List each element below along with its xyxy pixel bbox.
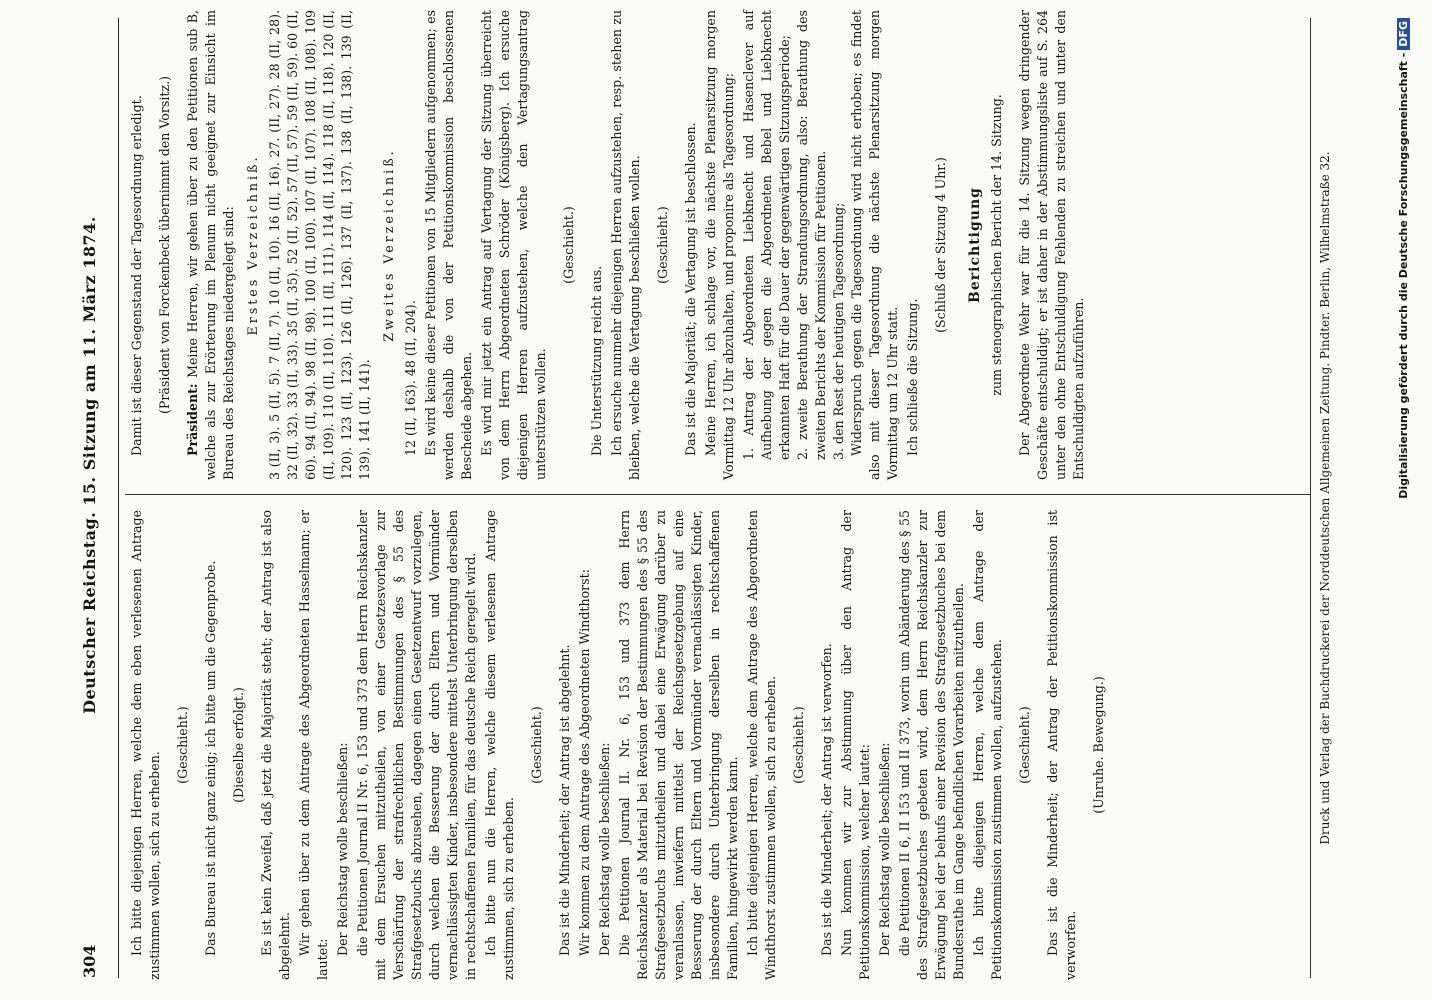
correction-text: Der Abgeordnete Wehr war für die 14. Sitzung wegen dringender Geschäfte entschuldigt; er ist daher in der Abstimmungsliste auf S. 264 unter den ohne Entschuldigung Fehlenden zu streichen und unter den Entschuldigten aufzuführen. (1017, 10, 1086, 480)
paragraph: Die Unterstützung reicht aus. (589, 265, 604, 456)
stage-direction: (Schluß der Sitzung 4 Uhr.) (933, 157, 948, 333)
stage-direction: (Dieselbe erfolgt.) (231, 687, 246, 803)
petition-list: 12 (II, 163). 48 (II, 204). (403, 300, 418, 456)
speech-paragraph (184, 10, 238, 480)
agenda-item: 2. zweite Berathung der Strandungsordnung, also: Berathung des zweiten Berichts der Kommission für Petitionen. (795, 10, 828, 460)
paragraph: Meine Herren, ich schlage vor, die nächste Plenarsitzung morgen Vormittag 12 Uhr abzuhalten, und proponire als Tagesordnung: (703, 10, 736, 480)
speaker-label: Präsident: (185, 383, 200, 456)
paragraph: Das ist die Minderheit; der Antrag ist verworfen. (819, 643, 834, 956)
paragraph: Wir gehen über zu dem Antrage des Abgeordneten Hasselmann; er lautet: (297, 510, 330, 980)
running-header (68, 18, 118, 978)
list-heading: Zweites Verzeichniß. (381, 148, 396, 342)
stage-direction: (Präsident von Forckenbeck übernimmt den Vorsitz.) (157, 76, 172, 415)
agenda-item: 3. den Rest der heutigen Tagesordnung; (831, 202, 846, 460)
stage-direction: (Geschieht.) (1017, 706, 1032, 784)
paragraph: Widerspruch gegen die Tagesordnung wird nicht erhoben; es findet also mit dieser Tagesordnung die nächste Plenarsitzung morgen Vormittag um 12 Uhr statt. (849, 10, 900, 480)
digitization-note (1397, 18, 1410, 978)
correction-title: Berichtigung (967, 187, 983, 303)
footer-rule (1310, 18, 1311, 978)
header-rule (118, 18, 119, 978)
column-divider (125, 494, 1310, 495)
paragraph: Nun kommen wir zur Abstimmung über den Antrag der Petitionskommission, welcher lautet: (839, 510, 872, 980)
list-heading: Erstes Verzeichniß. (245, 154, 260, 336)
stage-direction: (Geschieht.) (655, 206, 670, 284)
paragraph: Ich bitte diejenigen Herren, welche dem Antrage der Petitionskommission zustimmen wollen, aufzustehen. (971, 510, 1004, 980)
paragraph: Wir kommen zu dem Antrage des Abgeordneten Windthorst: (577, 569, 592, 956)
motion-intro: Der Reichstag wolle beschließen: (335, 742, 350, 956)
paragraph: Damit ist dieser Gegenstand der Tagesordnung erledigt. (129, 95, 144, 456)
motion-text: die Petitionen II 6, II 153 und II 373, worin um Abänderung des § 55 des Strafgesetzbuches gebeten wird, dem Herrn Reichskanzler zur Erwägung bei der behufs einer Revision des Strafgesetzbuches bei dem Bundesrathe im Gange befindlichen Vorarbeiten mitzutheilen. (897, 510, 966, 980)
stage-direction: (Geschieht.) (791, 706, 806, 784)
paragraph: Das ist die Minderheit; der Antrag ist abgelehnt. (557, 644, 572, 956)
speech-text: Meine Herren, wir gehen über zu den Petitionen sub B, welche als zur Erörterung im Plenum nicht geeignet zur Einsicht im Bureau des Reichstages niedergelegt sind: (185, 10, 236, 480)
petition-list: 3 (II, 3). 5 (II, 5). 7 (II, 7). 10 (II, 10). 16 (II, 16). 27. (II, 27). 28 (II, 28). 32 (II, 32). 33 (II, 33). 35 (II, 35). 52 (II, 52). 57 (II, 57). 59 (II, 59). 60 (II, 60). 94 (II, 94). 98 (II, 98). 100 (II, 100). 107 (II, 107). 108 (II, 108). 109 (II, 109). 110 (II, 110). 111 (II, 111). 114 (II, 114). 118 (II, 118). 120 (II, 120). 123 (II, 123). 126 (II, 126). 137 (II, 137). 138 (II, 138). 139 (II, 139). 141 (II, 141). (267, 10, 372, 480)
page-number: 304 (80, 944, 99, 978)
paragraph: Das ist die Majorität; die Vertagung ist beschlossen. (683, 122, 698, 456)
stage-direction: (Geschieht.) (561, 206, 576, 284)
stage-direction: (Geschieht.) (175, 706, 190, 784)
paragraph: Ich bitte diejenigen Herren, welche dem eben verlesenen Antrage zustimmen wollen, sich zu erheben. (129, 510, 162, 980)
agenda-item: 1. Antrag der Abgeordneten Liebknecht und Hasenclever auf Aufhebung der gegen die Abgeordneten Bebel und Liebknecht erkannten Haft für die Dauer der gegenwärtigen Sitzungsperiode; (741, 10, 792, 460)
correction-subtitle: zum stenographischen Bericht der 14. Sitzung. (989, 94, 1004, 396)
left-column (128, 510, 1118, 980)
motion-intro: Der Reichstag wolle beschließen: (877, 742, 892, 956)
right-column (128, 10, 1090, 480)
paragraph: Das ist die Minderheit; der Antrag der Petitionskommission ist verworfen. (1045, 510, 1078, 980)
digitization-text: Digitalisierung gefördert durch die Deutsche Forschungsgemeinschaft - (1397, 52, 1410, 499)
paragraph: Das Bureau ist nicht ganz einig; ich bitte um die Gegenprobe. (203, 560, 218, 956)
page-title: Deutscher Reichstag. 15. Sitzung am 11. März 1874. (80, 216, 99, 714)
paragraph: Ich bitte nun die Herren, welche diesem verlesenen Antrage zustimmen, sich zu erheben. (483, 510, 516, 980)
paragraph: Es wird mir jetzt ein Antrag auf Vertagung der Sitzung überreicht von dem Herrn Abgeordneten Schröder (Königsberg). Ich ersuche diejenigen Herren aufzustehen, welche den Vertagungsantrag unterstützen wollen. (479, 10, 548, 480)
imprint: Druck und Verlag der Buchdruckerei der Norddeutschen Allgemeinen Zeitung. Pindter. Berlin, Wilhelmstraße 32. (1318, 151, 1332, 845)
paragraph: Ich ersuche nunmehr diejenigen Herren aufzustehen, resp. stehen zu bleiben, welche die Vertagung beschließen wollen. (609, 10, 642, 480)
motion-text: Die Petitionen Journal II. Nr. 6, 153 und 373 dem Herrn Reichskanzler als Material bei Revision der Bestimmungen des § 55 des Strafgesetzbuchs mitzutheilen und dabei eine Erwägung darüber zu veranlassen, inwiefern mittelst der Reichsgesetzgebung auf eine Besserung der durch Eltern und Vormünder vernachlässigten Kinder, insbesondere durch Unterbringung derselben in rechtschaffenen Familien, hingewirkt werden kann. (617, 510, 740, 980)
paragraph: Ich schließe die Sitzung. (905, 298, 920, 456)
paragraph: Es wird keine dieser Petitionen von 15 Mitgliedern aufgenommen; es werden deshalb die von der Petitionskommission beschlossenen Bescheide abgehen. (423, 10, 474, 480)
motion-intro: Der Reichstag wolle beschließen: (597, 742, 612, 956)
paragraph: Ich bitte diejenigen Herren, welche dem Antrage des Abgeordneten Windthorst zustimmen wollen, sich zu erheben. (745, 510, 778, 980)
paragraph: Es ist kein Zweifel, daß jetzt die Majorität steht; der Antrag ist also abgelehnt. (259, 510, 292, 980)
stage-direction: (Unruhe. Bewegung.) (1091, 676, 1106, 814)
dfg-logo: DFG (1397, 18, 1410, 50)
stage-direction: (Geschieht.) (529, 706, 544, 784)
motion-text: die Petitionen Journal II Nr. 6, 153 und 373 dem Herrn Reichskanzler mit dem Ersuchen mitzutheilen, von einer Gesetzesvorlage zur Verschärfung der strafrechtlichen Bestimmungen des § 55 des Strafgesetzbuchs abzusehen, dagegen einen Gesetzentwurf vorzulegen, durch welchen die Besserung der durch Eltern und Vormünder vernachlässigten Kinder, insbesondere mittelst Unterbringung derselben in rechtschaffenen Familien, für das deutsche Reich geregelt wird. (355, 510, 478, 980)
